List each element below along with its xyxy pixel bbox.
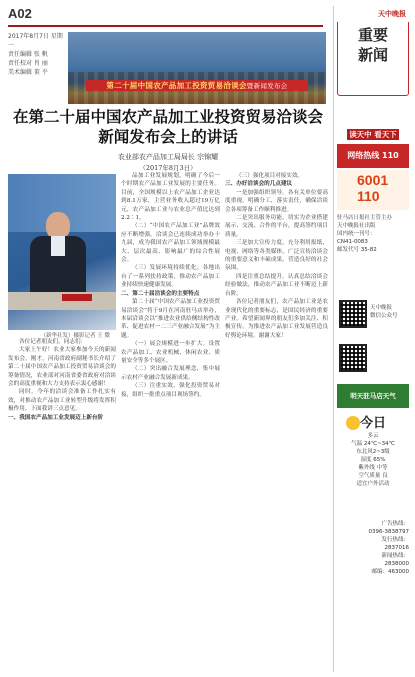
publisher-line-2: 天中晚报社出版 [337, 223, 376, 229]
zip-code: 邮编：463000 [371, 569, 409, 575]
conference-banner [86, 80, 308, 91]
newspaper-brand: 天中晚报 [337, 6, 409, 22]
conference-photo [68, 32, 326, 104]
weather-condition: 多云 [367, 433, 379, 439]
weather-day: 今日 [359, 416, 386, 431]
article-paragraph: （三）强化项目对接实效。 [236, 173, 304, 179]
news-label: 新闻热线： [381, 553, 409, 559]
contact-info [337, 520, 409, 576]
article-paragraph: （一）展会规模进一步扩大。设置农产品加工、农业机械、休闲农业、质量安全等多个展区。 [121, 341, 220, 364]
issn-value: CN41-0083 [337, 239, 368, 245]
article-paragraph: 一是加强组织领导。各有关单位要高度重视，明确分工，落实责任，确保洽谈会各项筹备工作顺利推进。 [225, 189, 328, 213]
proof-credit: 责任校对 肖 丽 [8, 60, 48, 67]
section-title-2: 新闻 [357, 46, 388, 64]
headline [8, 107, 328, 147]
distribution-label: 发行热线： [381, 537, 409, 543]
article-paragraph: 一、我国农产品加工业发展迈上新台阶 [8, 414, 104, 421]
publisher-line-1: 驻马店日报社主管主办 [337, 215, 393, 221]
dateline: （2017年8月3日） [139, 164, 197, 172]
header-rule [8, 25, 323, 27]
photo-caption: （新华社发）摄影记者 王 微 [40, 333, 110, 339]
article-paragraph: 大家上午好！农业大家参加今天的新闻发布会。刚才，河南省政府副秘书长介绍了第二十届中国农产品加工投资贸易洽谈会的筹备情况，农业部对河南省委省政府对洽谈会的高度重视和大力支持表示衷心感谢！ [8, 347, 116, 388]
distribution-hotline: 2837016 [384, 545, 409, 551]
issue-date: 2017年8月7日 星期一 [8, 33, 63, 49]
qr-label-2: 微信公众号 [370, 313, 398, 319]
article-paragraph: 三、办好洽谈会的几点建议 [225, 181, 293, 188]
qr-code-icon-2[interactable] [339, 344, 367, 372]
article-paragraph: 二、第二十届洽谈会的主要特点 [121, 290, 200, 297]
hotline-number: 6001 110 [357, 172, 389, 204]
weather-line: 湿度 65% [360, 457, 386, 463]
article-paragraph: 品加工业发展规划，明确了今后一个时期农产品加工业发展的主要任务。目前，全国规模以上农产品加工企业达到8.1万家，主营业务收入超过19万亿元，农产品加工业与农业总产值比达到2.2∶1。 [121, 173, 220, 222]
weather-line: 东北风2~3级 [356, 449, 390, 455]
issn-label: 国内统一刊号： [337, 231, 376, 237]
ad-hotline: 0396-3838797 [368, 529, 409, 535]
editor-credit: 责任编辑 张 帆 [8, 51, 48, 58]
article-column-1 [8, 338, 116, 668]
read-slogan-text: 读天中 看天下 [349, 130, 397, 139]
banner-sub-text: 暨新闻发布会 [246, 82, 288, 90]
weather-banner: 明天驻马店天气 [337, 384, 409, 408]
read-slogan [337, 128, 409, 142]
weather-line: 空气质量 良 [358, 473, 388, 479]
weather-temperature: 气温 24℃~34℃ [351, 441, 395, 447]
article-paragraph: 同时，今年的洽谈会准备工作扎实有效，对推动农产品加工业转型升级将发挥积极作用。下面我讲三点意见。 [8, 389, 116, 413]
article-column-3 [225, 172, 328, 668]
issue-meta [8, 32, 68, 77]
article-paragraph: 四是注重总结提升。认真总结洽谈会经验做法，推动农产品加工业不断迈上新台阶。 [225, 273, 328, 297]
column-divider [333, 6, 334, 672]
banner-main-text: 第二十届中国农产品加工投资贸易洽谈会 [106, 81, 247, 90]
page-number: A02 [8, 6, 32, 21]
weather-info [337, 432, 409, 488]
article-paragraph: （三）注重实效，强化投资贸易对接，组织一批重点项目现场签约。 [121, 383, 220, 398]
article-paragraph: 二是突出服务功能，切实为企业搭建展示、交流、合作的平台，提高签约项目质量。 [225, 215, 328, 238]
qr-label-1: 天中晚报 [370, 305, 393, 311]
weather-line: 适宜户外活动 [356, 481, 390, 487]
article-paragraph: 各位记者朋友们，同志们： [19, 339, 87, 345]
publisher-info [337, 214, 409, 254]
designer-credit: 美术编辑 董 平 [8, 69, 48, 76]
hotline-ad: 网络热线 110 [337, 144, 409, 168]
byline: 农业部农产品加工局局长 宗锦耀 [117, 153, 219, 161]
qr-label [370, 304, 410, 320]
headline-line-1: 在第二十届中国农产品加工业投资贸易洽谈会 [12, 107, 323, 126]
hotline-panel [337, 170, 409, 210]
weather-line: 紫外线 中等 [358, 465, 388, 471]
speaker-shirt [51, 236, 65, 256]
article-paragraph: 各位记者朋友们，农产品加工业是农业现代化的重要标志，是国民经济的重要产业。希望新闻界的朋友们多加关注、积极宣传，为推进农产品加工业发展营造良好舆论环境。谢谢大家！ [225, 299, 328, 339]
qr-code-icon[interactable] [339, 300, 367, 328]
article-paragraph: （二）突出融合发展理念，集中展示农村产业融合发展新成果。 [121, 366, 220, 381]
article-paragraph: （三）发展环境持续优化。各地出台了一系列扶持政策，推动农产品加工业持续快速健康发展。 [121, 265, 220, 289]
article-paragraph: 三是加大宣传力度。充分利用报纸、电视、网络等各类媒体，广泛宣传洽谈会的重要意义和丰硕成果，营造良好的社会氛围。 [225, 240, 328, 272]
article-column-2 [121, 172, 220, 668]
news-hotline: 2838000 [384, 561, 409, 567]
article-paragraph: 第二十届“中国农产品加工业投资贸易洽谈会”将于9月在河南驻马店举办，本届洽谈会以“推进农业供给侧结构性改革、促进农村一二三产业融合发展”为主题。 [121, 299, 220, 339]
section-title-1: 重要 [357, 26, 388, 44]
name-tag [62, 294, 92, 301]
ad-hotline-label: 广告热线： [381, 521, 409, 527]
article-paragraph: （二）“中国农产品加工业”品牌效应不断增强。洽谈会已连续成功举办十九届，成为我国农产品加工领域规模最大、层次最高、影响最广的综合性展会。 [121, 223, 220, 264]
postal-code: 邮发代号 35-82 [337, 247, 377, 253]
speaker-photo [8, 174, 116, 330]
headline-line-2: 新闻发布会上的讲话 [98, 127, 238, 146]
